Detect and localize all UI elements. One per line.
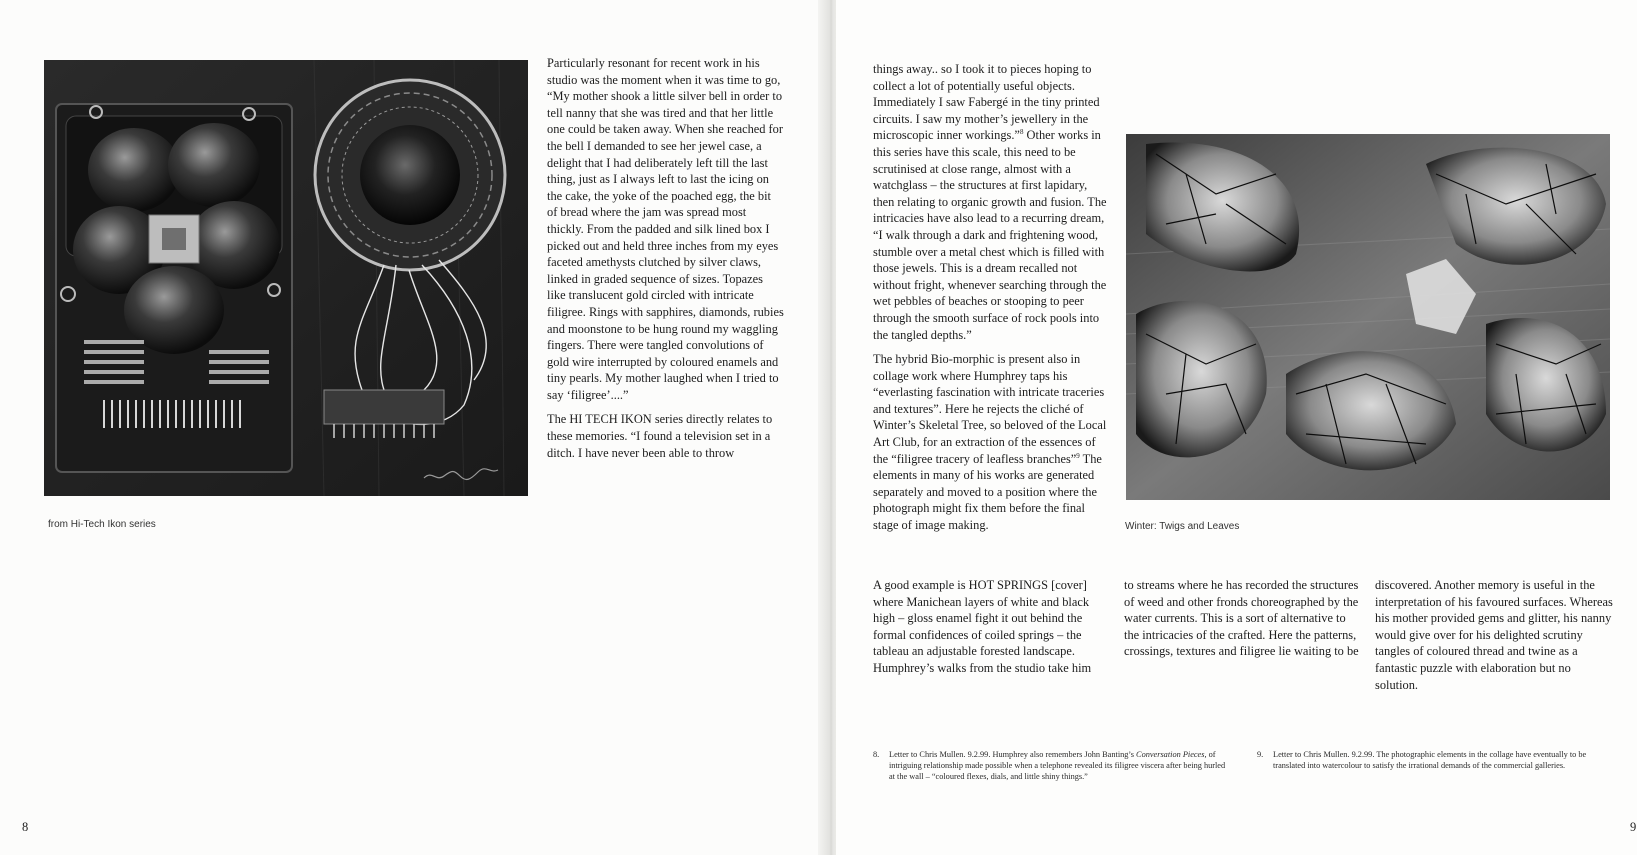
right-photo-caption: Winter: Twigs and Leaves [1125, 521, 1240, 532]
footnote-italic-title: Conversation Pieces [1136, 750, 1205, 759]
page-number-left: 8 [22, 820, 29, 834]
left-text-column [547, 55, 784, 469]
footnote-text-start: Letter to Chris Mullen. 9.2.99. Humphrey also remembers John Banting’s [889, 750, 1137, 759]
paragraph: Particularly resonant for recent work in his studio was the moment when it was time to go, “My mother shook a little silver bell in order to tell nanny that she was tired and that her little one could be taken away. When she reached for the bell I demanded to see her jewel case, a delight that I had deliberately left till the last thing, just as I always left to last the icing on the cake, the yoke of the poached egg, the bit of bread where the jam was spread most thickly. From the padded and silk lined box I picked out and held three inches from my eyes faceted amethysts clutched by silver claws, linked in graded sequence of sizes. Topazes like translucent gold circled with intricate filigree. Rings with sapphires, diamonds, rubies and moonstone to be hung round my waggling fingers. There were tangled convolutions of gold wire interrupted by coloured enamels and tiny pearls. My mother laughed when I tried to say ‘filigree’....” [547, 56, 784, 402]
left-photo-caption: from Hi-Tech Ikon series [48, 519, 156, 530]
paragraph-text: things away.. so I took it to pieces hoping to collect a lot of potentially useful objects. Immediately I saw Fabergé in the tiny printed circuits. I saw my mother’s jewellery in the microscopic inner workings.” [873, 62, 1100, 143]
right-text-column [873, 61, 1109, 542]
paragraph: The HI TECH IKON series directly relates to these memories. “I found a television set in a ditch. I have never been able to throw [547, 412, 773, 460]
lower-text-column-3 [1375, 577, 1615, 701]
footnote-text-end: , of intriguing relationship made possible when a telephone revealed its filigree viscera after being hurled at the wall – “coloured flexes, dials, and little shiny things.” [889, 750, 1226, 781]
lower-text-column-2 [1124, 577, 1361, 668]
footnote-ref-9: 9 [1076, 451, 1080, 460]
footnote-9 [1257, 749, 1617, 771]
footnote-text [889, 749, 1233, 782]
footnote-text: Letter to Chris Mullen. 9.2.99. The photographic elements in the collage have eventually to be translated into watercolour to satisfy the irrational demands of the commercial galleries. [1273, 750, 1587, 770]
paragraph: discovered. Another memory is useful in the interpretation of his favoured surfaces. Whereas his mother provided gems and glitter, his nanny would give over for his delighted scrutiny tangles of coloured thread and twine as a fantastic puzzle with elaboration but no solution. [1375, 578, 1613, 692]
footnote-8 [873, 749, 1233, 782]
paragraph-text: The hybrid Bio-morphic is present also in collage work where Humphrey taps his “everlasting fascination with intricate traceries and textures”. Here he rejects the cliché of Winter’s Skeletal Tree, so beloved of the Local Art Club, for an extraction of the essences of the “filigree tracery of leafless branches” [873, 352, 1107, 466]
paragraph: to streams where he has recorded the structures of weed and other fronds choreographed by the water currents. This is a sort of alternative to the intricacies of the crafted. Here the patterns, crossings, textures and filigree lie waiting to be [1124, 578, 1359, 659]
paragraph-text-tail: The elements in many of his works are generated separately and moved to a position where the photograph might fix them before the final stage of image making. [873, 451, 1102, 533]
footnote-ref-8: 8 [1019, 128, 1024, 137]
paragraph [873, 61, 1109, 343]
paragraph: A good example is HOT SPRINGS [cover] where Manichean layers of white and black high – gloss enamel fight it out behind the formal confidences of coiled springs – the tableau an adjustable forested landscape. Humphrey’s walks from the studio take him [873, 578, 1092, 675]
lower-text-column-1 [873, 577, 1110, 685]
footnote-number: 9. [1257, 750, 1264, 759]
winter-twigs-photo [1126, 134, 1610, 500]
page-number-right: 9 [1630, 820, 1637, 834]
paragraph-text-tail: Other works in this series have this scale, this need to be scrutinised at close range, almost with a watchglass – the structures at first lapidary, then relating to organic growth and fusion. The intricacies have also lead to a recurring dream, “I walk through a dark and frightening wood, stumble over a metal chest which is filled with those jewels. This is a dream recalled not without fright, whenever searching through the wet pebbles of beaches or stooping to peer through the smooth surface of rock pools into the tangled depths.” [873, 128, 1107, 342]
paragraph [873, 351, 1109, 534]
hi-tech-ikon-photo [44, 60, 528, 496]
footnote-number: 8. [873, 750, 880, 759]
